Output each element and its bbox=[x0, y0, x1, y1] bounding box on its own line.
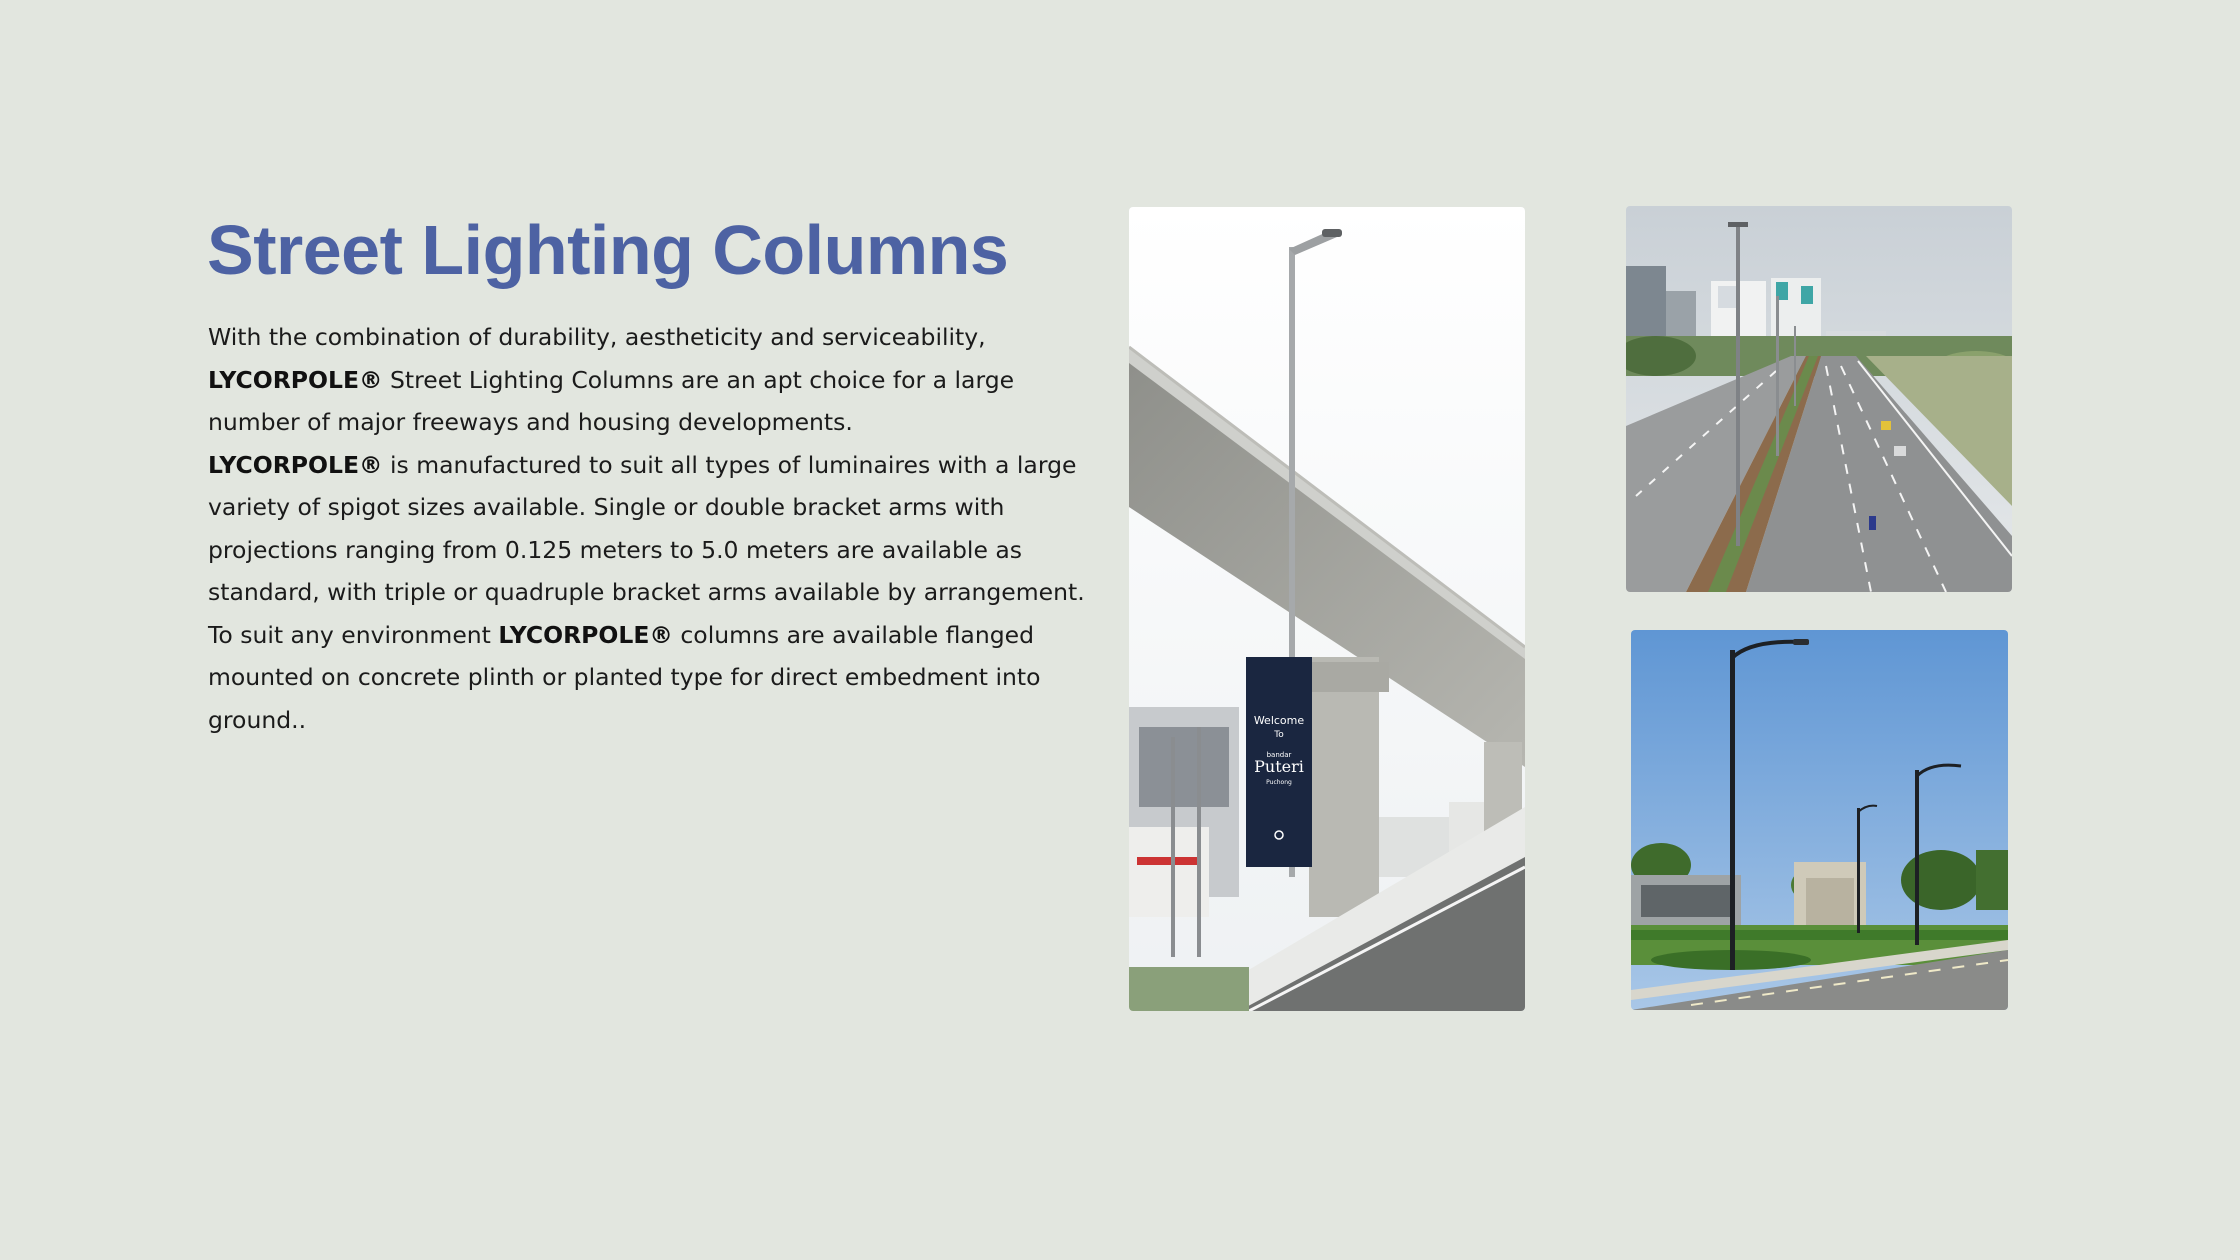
paragraph-1-body: Street Lighting Columns are an apt choice for a large number of major freeways and housing developments. bbox=[208, 365, 1015, 436]
paragraph-2-body: is manufactured to suit all types of luminaires with a large variety of spigot sizes available. Single or double bracket arms with projections ranging from 0.125 meters to 5.0 meters are available as standard, with triple or quadruple bracket arms available by arrangement. bbox=[208, 450, 1085, 606]
park-street-light-photo bbox=[1631, 630, 2008, 1010]
page-title: Street Lighting Columns bbox=[207, 211, 1009, 289]
paragraph-3-intro: To suit any environment bbox=[208, 620, 499, 649]
paragraph-1-intro: With the combination of durability, aestheticity and serviceability, bbox=[208, 323, 986, 351]
banner-text-puchong: Puchong bbox=[1266, 779, 1292, 786]
brand-name: LYCORPOLE® bbox=[208, 365, 383, 394]
banner-text-to: To bbox=[1274, 730, 1284, 740]
bridge-street-light-photo bbox=[1129, 207, 1525, 1011]
brand-name: LYCORPOLE® bbox=[208, 450, 383, 479]
highway-street-light-photo bbox=[1626, 206, 2012, 592]
paragraph-3-body: columns are available flanged mounted on concrete plinth or planted type for direct embedment into ground.. bbox=[208, 620, 1041, 734]
banner-text-puteri: Puteri bbox=[1254, 757, 1304, 776]
description-paragraph-1 bbox=[208, 316, 1088, 444]
banner-text-bandar: bandar bbox=[1266, 751, 1292, 759]
brand-name: LYCORPOLE® bbox=[498, 620, 673, 649]
description-paragraph-3 bbox=[208, 614, 1088, 742]
description bbox=[208, 316, 1088, 741]
banner-text-welcome: Welcome bbox=[1253, 714, 1305, 727]
description-paragraph-2 bbox=[208, 444, 1088, 614]
